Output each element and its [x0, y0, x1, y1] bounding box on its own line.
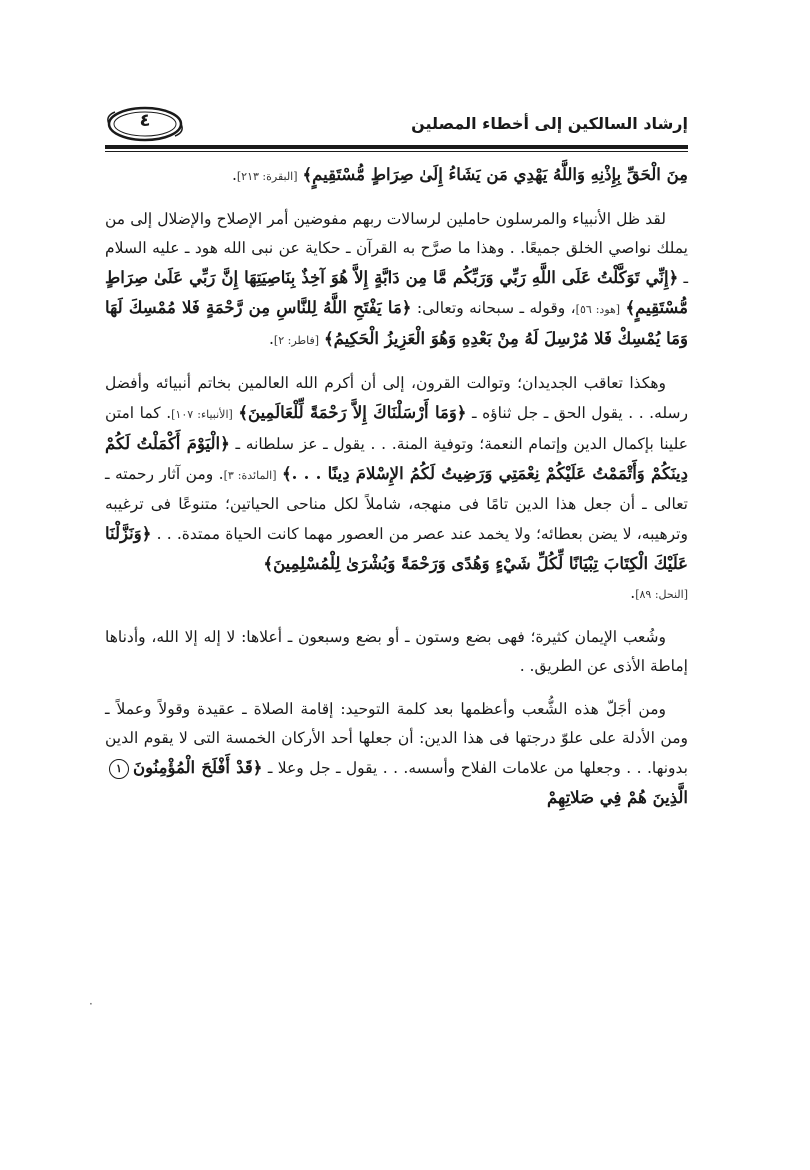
header-rule-thick	[105, 145, 688, 149]
paragraph-5	[105, 695, 688, 813]
header-rule-thin	[105, 151, 688, 152]
verse-number-marker: ١	[109, 759, 129, 779]
quran-verse: ﴿الْيَوْمَ أَكْمَلْتُ لَكُمْ دِينَكُمْ وَأَتْمَمْتُ عَلَيْكُمْ نِعْمَتِي وَرَضِيتُ لَكُمُ الإِسْلامَ دِينًا . . .﴾	[105, 434, 688, 483]
margin-mark: ·	[89, 997, 93, 1011]
page-number: ٤	[139, 110, 151, 131]
running-title: إرشاد السالكين إلى أخطاء المصلين	[411, 114, 688, 133]
body-text	[105, 160, 688, 813]
prose: وشُعب الإيمان كثيرة؛ فهى بضع وستون ـ أو بضع وسبعون ـ أعلاها: لا إله إلا الله، وأدناها إماطة الأذى عن الطريق. .	[105, 628, 688, 675]
prose: ومن أجَلّ هذه الشُّعب وأعظمها بعد كلمة التوحيد: إقامة الصلاة ـ عقيدة وقولاً وعملاً ـ ومن الأدلة على علوّ درجتها فى هذا الدين: أن جعلها أحد الأركان الخمسة التى لا يقوم الدين بدونها. . . وجعلها من علامات الفلاح وأسسه. . . يقول ـ جل وعلا ـ	[105, 700, 688, 777]
paragraph-1	[105, 160, 688, 191]
prose: . كما امتن علينا بإكمال الدين وإتمام النعمة؛ وتوفية المنة. . . يقول ـ عز سلطانه ـ	[105, 404, 688, 453]
page-number-badge	[107, 106, 183, 142]
quran-verse: ﴿إِنِّي تَوَكَّلْتُ عَلَى اللَّهِ رَبِّي وَرَبِّكُم مَّا مِن دَابَّةٍ إِلاَّ هُوَ آخِذٌ بِنَاصِيَتِهَا إِنَّ رَبِّي عَلَىٰ صِرَاطٍ مُّسْتَقِيمٍ﴾	[105, 268, 688, 317]
verse-reference: [المائدة: ٣]	[223, 469, 277, 482]
prose: وهكذا تعاقب الجديدان؛ وتوالت القرون، إلى أن أكرم الله العالمين بخاتم أنبيائه وأفضل رسله. . . يقول الحق ـ جل ثناؤه ـ	[105, 374, 688, 422]
paragraph-2	[105, 205, 688, 355]
ornament-close: ﴾	[302, 165, 313, 184]
prose: ، وقوله ـ سبحانه وتعالى:	[416, 299, 576, 317]
verse-reference: [الأنبياء: ١٠٧]	[171, 408, 233, 421]
punctuation: .	[630, 584, 636, 602]
punctuation: .	[268, 330, 274, 348]
punctuation: .	[231, 166, 237, 184]
quran-verse: مِنَ الْحَقِّ بِإِذْنِهِ وَاللَّهُ يَهْدِي مَن يَشَاءُ إِلَىٰ صِرَاطٍ مُّسْتَقِيمٍ﴾	[302, 165, 688, 184]
quran-verse: ﴿قَدْ أَفْلَحَ الْمُؤْمِنُونَ١الَّذِينَ هُمْ فِي صَلاتِهِمْ	[105, 758, 688, 807]
prose: لقد ظل الأنبياء والمرسلون حاملين لرسالات ربهم مفوضين أمر الإصلاح والإضلال إلى من يملك نواصي الخلق جميعًا. . وهذا ما صرَّح به القرآن ـ حكاية عن نبى الله هود ـ عليه السلام ـ	[105, 210, 688, 287]
verse-reference: [النحل: ٨٩]	[635, 588, 688, 601]
prose: . ومن آثار رحمته ـ تعالى ـ أن جعل هذا الدين تامًا فى منهجه، شاملاً لكل مناحى الحياتين؛ متنوعًا فى ترغيبه وترهيبه، لا يضن بعطائه؛ ولا يخمد عند عصر من العصور مهما كانت الحياة ممتدة. . .	[105, 465, 688, 543]
quran-verse: ﴿مَا يَفْتَحِ اللَّهُ لِلنَّاسِ مِن رَّحْمَةٍ فَلا مُمْسِكَ لَهَا وَمَا يُمْسِكْ فَلا مُرْسِلَ لَهُ مِنْ بَعْدِهِ وَهُوَ الْعَزِيزُ الْحَكِيمُ﴾	[105, 298, 688, 348]
verse-reference: [البقرة: ٢١٣]	[236, 170, 298, 183]
verse-reference: [هود: ٥٦]	[575, 303, 621, 316]
quran-verse: ﴿وَمَا أَرْسَلْنَاكَ إِلاَّ رَحْمَةً لِّلْعَالَمِينَ﴾	[238, 403, 467, 422]
verse-reference: [فاطر: ٢]	[273, 334, 320, 347]
page-header	[105, 100, 688, 150]
paragraph-4	[105, 623, 688, 681]
paragraph-3	[105, 369, 688, 609]
quran-verse: ﴿وَنَزَّلْنَا عَلَيْكَ الْكِتَابَ تِبْيَانًا لِّكُلِّ شَيْءٍ وَهُدًى وَرَحْمَةً وَبُشْرَىٰ لِلْمُسْلِمِينَ﴾	[105, 524, 688, 573]
